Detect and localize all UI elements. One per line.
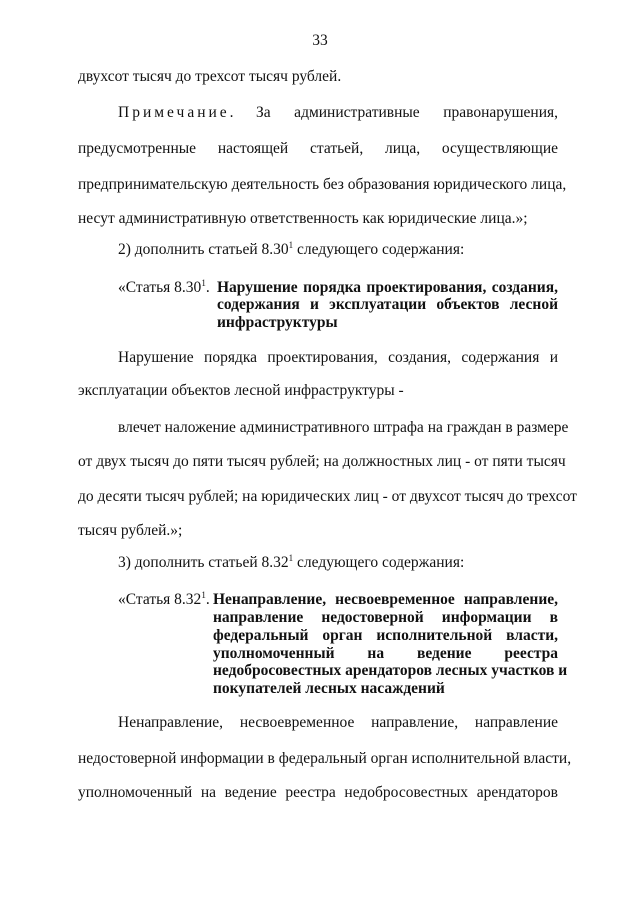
text-line: предпринимательскую деятельность без образования юридического лица, [78,176,567,193]
text-line: Нарушение порядка проектирования, создания, содержания и [118,349,558,366]
text-line: двухсот тысяч до трехсот тысяч рублей. [78,68,342,85]
amendment-item-2: 2) дополнить статьей 8.30$^1$ следующего содержания: [118,240,465,258]
article-832-title: направление недостоверной информации в [213,609,558,626]
text-line: предусмотренные настоящей статьей, лица, осуществляющие [78,140,558,157]
page-number: 33 [312,32,328,49]
article-832-title: уполномоченный на ведение реестра [213,645,558,662]
article-832-title: покупателей лесных насаждений [213,680,445,697]
article-830-label: «Статья 8.30$^1$. [118,278,210,296]
amendment-item-3: 3) дополнить статьей 8.32$^1$ следующего содержания: [118,553,465,571]
text-line: несут административную ответственность как юридические лица.»; [78,210,528,227]
article-830-title: инфраструктуры [217,314,338,331]
article-830-title: Нарушение порядка проектирования, создания, [217,279,558,296]
text-line: влечет наложение административного штрафа на граждан в размере [118,419,569,436]
article-832-title: Ненаправление, несвоевременное направление, [213,591,558,608]
note-label: Примечание. [118,104,237,121]
article-832-title: федеральный орган исполнительной власти, [213,627,558,644]
text-line: уполномоченный на ведение реестра недобросовестных арендаторов [78,784,558,801]
text-line: эксплуатации объектов лесной инфраструктуры - [78,382,404,399]
note-text: За административные правонарушения, [256,104,558,121]
text-line: тысяч рублей.»; [78,522,183,539]
text-line: Ненаправление, несвоевременное направление, направление [118,714,558,731]
text-line: от двух тысяч до пяти тысяч рублей; на должностных лиц - от пяти тысяч [78,453,566,470]
text-line: недостоверной информации в федеральный орган исполнительной власти, [78,750,572,767]
text-line: до десяти тысяч рублей; на юридических лиц - от двухсот тысяч до трехсот [78,488,577,505]
article-832-title: недобросовестных арендаторов лесных участков и [213,662,568,679]
article-832-label: «Статья 8.32$^1$. [118,590,210,608]
note-line [118,103,558,123]
article-830-title: содержания и эксплуатации объектов лесной [217,296,558,313]
